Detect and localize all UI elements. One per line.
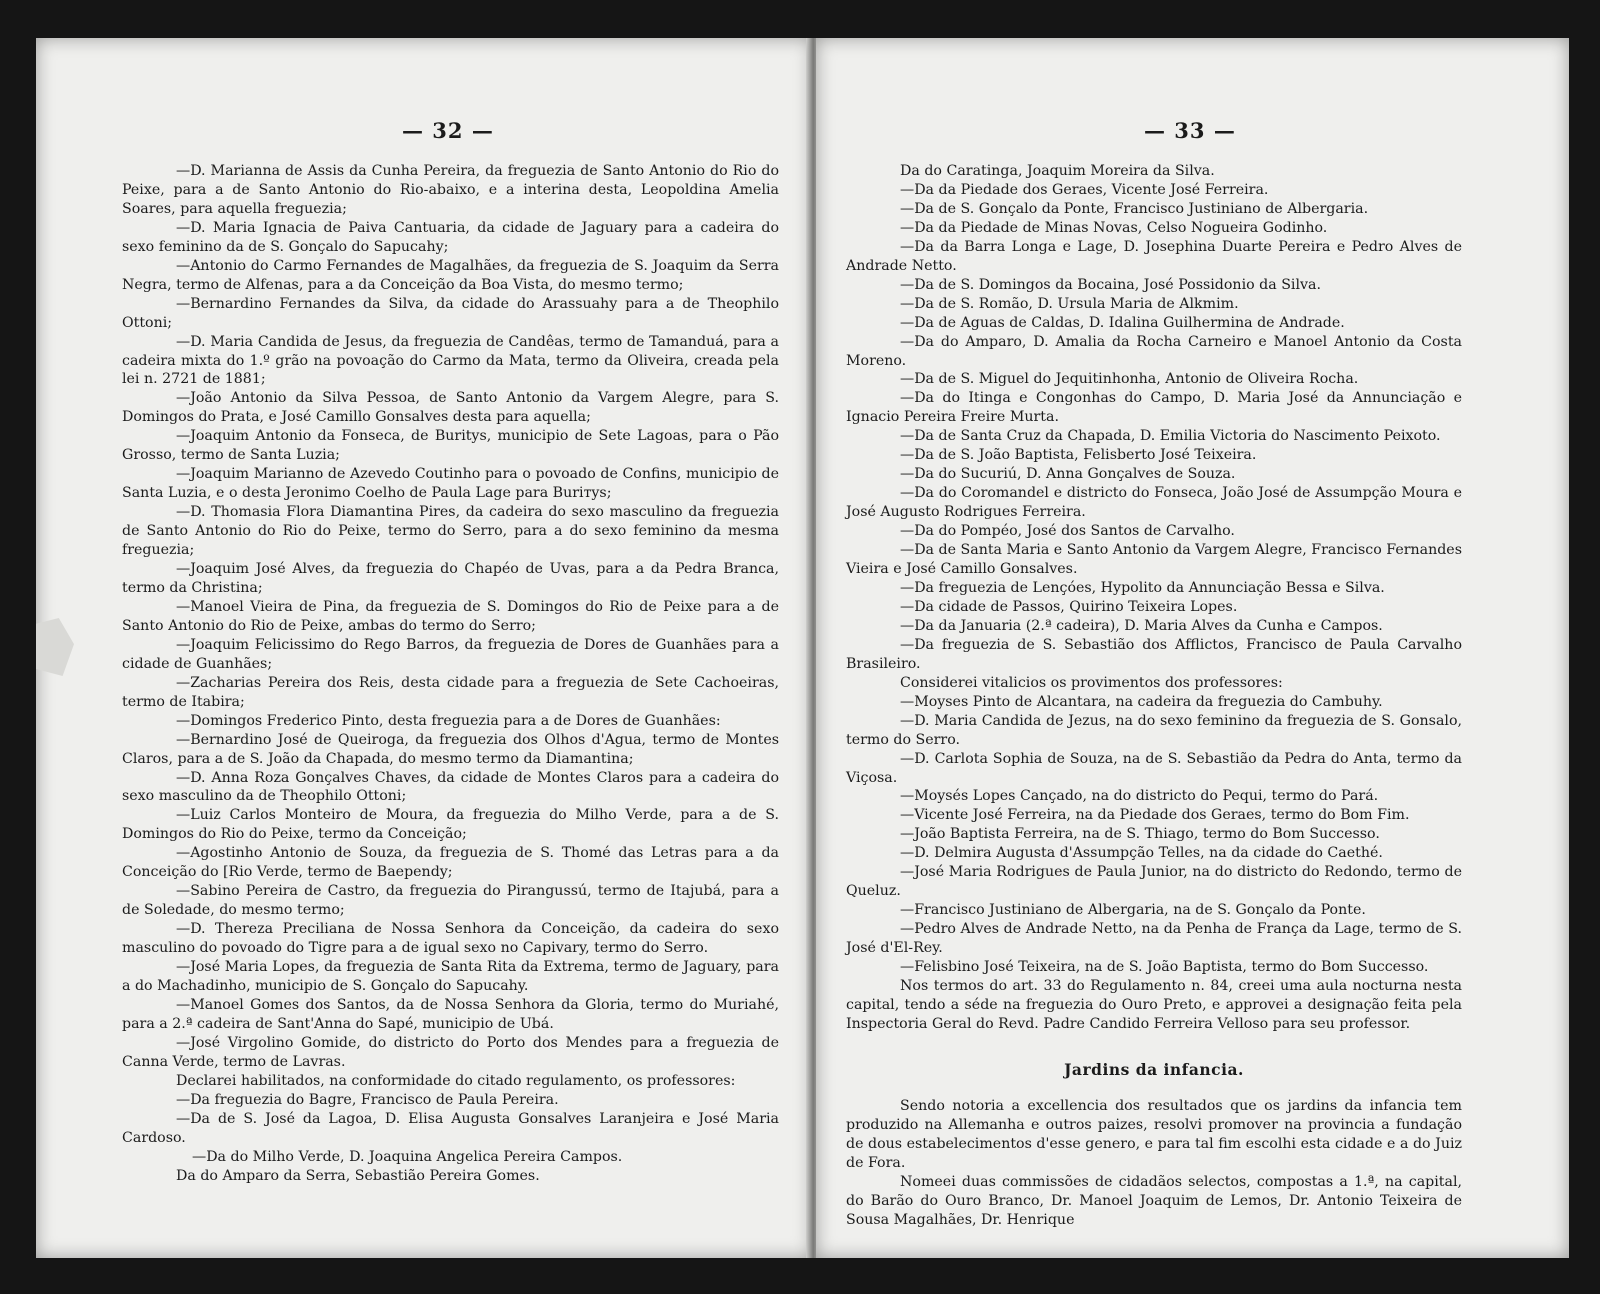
transfer-entry: —Bernardino Fernandes da Silva, da cidade do Arassuahy para a de Theophilo Ottoni;	[122, 295, 779, 331]
jardins-paragraph: Sendo notoria a excellencia dos resultados que os jardins da infancia tem produzido na Allemanha e outros paizes, resolvi promover na provincia a fundação de dous estabelecimentos d'esse genero, e para tal fim escolhi esta cidade e a do Juiz de Fora.	[846, 1097, 1462, 1171]
habilitado-entry: —Da de S. José da Lagoa, D. Elisa Augusta Gonsalves Laranjeira e José Maria Cardoso.	[122, 1110, 779, 1146]
habilitado-entry: —Da de Santa Maria e Santo Antonio da Vargem Alegre, Francisco Fernandes Vieira e José Camillo Gonsalves.	[846, 542, 1462, 578]
transfer-entry: —Luiz Carlos Monteiro de Moura, da freguezia do Milho Verde, para a de S. Domingos do Rio do Peixe, termo da Conceição;	[122, 807, 779, 843]
transfer-entry: —D. Maria Candida de Jesus, da freguezia de Candêas, termo de Tamanduá, para a cadeira mixta do 1.º grão na povoação do Carmo da Mata, termo da Oliveira, creada pela lei n. 2721 de 1881;	[122, 333, 779, 388]
transfer-entry: —Manoel Vieira de Pina, da freguezia de S. Domingos do Rio de Peixe para a de Santo Antonio do Rio de Peixe, ambas do termo do Serro;	[122, 598, 779, 634]
transfer-entry: —Bernardino José de Queiroga, da freguezia dos Olhos d'Agua, termo de Montes Claros, para a de S. João da Chapada, do mesmo termo da Diamantina;	[122, 731, 779, 767]
transfer-entry: —João Antonio da Silva Pessoa, de Santo Antonio da Vargem Alegre, para S. Domingos do Prata, e José Camillo Gonsalves desta para aquella;	[122, 390, 779, 426]
page-number-left: — 32 —	[402, 118, 494, 143]
transfer-entry: —Manoel Gomes dos Santos, da de Nossa Senhora da Gloria, termo do Muriahé, para a 2.ª cadeira de Sant'Anna do Sapé, municipio de Ubá.	[122, 996, 779, 1032]
vitalicio-entry: —Vicente José Ferreira, na da Piedade dos Geraes, termo do Bom Fim.	[900, 807, 1410, 824]
vitalicio-entry: —D. Delmira Augusta d'Assumpção Telles, na da cidade do Caethé.	[900, 845, 1383, 862]
habilitado-entry: —Da do Coromandel e districto do Fonseca, João José de Assumpção Moura e José Augusto Rodrigues Ferreira.	[846, 485, 1462, 521]
transfer-entry: —Joaquim Felicissimo do Rego Barros, da freguezia de Dores de Guanhães para a cidade de Guanhães;	[122, 636, 779, 672]
habilitado-entry: —Da cidade de Passos, Quirino Teixeira Lopes.	[900, 598, 1238, 615]
habilitado-entry: —Da da Piedade de Minas Novas, Celso Nogueira Godinho.	[900, 219, 1328, 236]
habilitado-entry: Da do Amparo da Serra, Sebastião Pereira Gomes.	[176, 1167, 540, 1184]
transfer-entry: —D. Anna Roza Gonçalves Chaves, da cidade de Montes Claros para a cadeira do sexo masculino da de Theophilo Ottoni;	[122, 769, 779, 805]
habilitado-entry: —Da da Barra Longa e Lage, D. Josephina Duarte Pereira e Pedro Alves de Andrade Netto.	[846, 238, 1462, 274]
vitalicio-entry: —José Maria Rodrigues de Paula Junior, na do districto do Redondo, termo de Queluz.	[846, 864, 1462, 900]
habilitado-entry: —Da do Pompéo, José dos Santos de Carvalho.	[900, 523, 1235, 540]
page-number-right: — 33 —	[1144, 118, 1236, 143]
vitalicio-entry: —Pedro Alves de Andrade Netto, na da Penha de França da Lage, termo de S. José d'El-Rey.	[846, 921, 1462, 957]
habilitados-intro: Declarei habilitados, na conformidade do citado regulamento, os professores:	[176, 1072, 736, 1089]
right-page	[816, 38, 1569, 1258]
transfer-entry: —Zacharias Pereira dos Reis, desta cidade para a freguezia de Sete Cachoeiras, termo de Itabira;	[122, 674, 779, 710]
transfer-entry: —Agostinho Antonio de Souza, da freguezia de S. Thomé das Letras para a da Conceição do [Rio Verde, termo de Baependy;	[122, 845, 779, 881]
habilitado-entry: Da do Caratinga, Joaquim Moreira da Silva.	[900, 163, 1215, 179]
habilitado-entry: —Da freguezia do Bagre, Francisco de Paula Pereira.	[176, 1091, 559, 1108]
transfer-entry: —D. Thereza Preciliana de Nossa Senhora da Conceição, da cadeira do sexo masculino do povoado do Tigre para a de igual sexo no Capivary, termo do Serro.	[122, 921, 779, 957]
habilitado-entry: —Da do Amparo, D. Amalia da Rocha Carneiro e Manoel Antonio da Costa Moreno.	[846, 333, 1462, 369]
vitalicio-entry: —Moysés Lopes Cançado, na do districto do Pequi, termo do Pará.	[900, 788, 1379, 805]
habilitado-entry: —Da freguezia de S. Sebastião dos Afflictos, Francisco de Paula Carvalho Brasileiro.	[846, 636, 1462, 672]
habilitado-entry: —Da do Milho Verde, D. Joaquina Angelica Pereira Campos.	[192, 1148, 623, 1165]
habilitado-entry: —Da de S. Domingos da Bocaina, José Possidonio da Silva.	[900, 276, 1321, 293]
habilitado-entry: —Da do Itinga e Congonhas do Campo, D. Maria José da Annunciação e Ignacio Pereira Freire Murta.	[846, 390, 1462, 426]
habilitado-entry: —Da de S. Romão, D. Ursula Maria de Alkmim.	[900, 295, 1239, 312]
vitalicio-entry: —D. Carlota Sophia de Souza, na de S. Sebastião da Pedra do Anta, termo da Viçosa.	[846, 750, 1462, 786]
aula-nocturna-paragraph: Nos termos do art. 33 do Regulamento n. 84, creei uma aula nocturna nesta capital, tendo a séde na freguezia do Ouro Preto, e approvei a designação feita pela Inspectoria Geral do Revd. Padre Candido Ferreira Velloso para seu professor.	[846, 977, 1462, 1032]
transfer-entry: —Joaquim José Alves, da freguezia do Chapéo de Uvas, para a da Pedra Branca, termo da Christina;	[122, 561, 779, 596]
vitalicio-entry: —Francisco Justiniano de Albergaria, na de S. Gonçalo da Ponte.	[900, 902, 1366, 919]
paper-tab	[36, 618, 74, 676]
jardins-paragraph: Nomeei duas commissões de cidadãos selectos, compostas a 1.ª, na capital, do Barão do Ouro Branco, Dr. Manoel Joaquim de Lemos, Dr. Antonio Teixeira de Sousa Magalhães, Dr. Henrique	[846, 1173, 1462, 1228]
vitalicio-entry: —Felisbino José Teixeira, na de S. João Baptista, termo do Bom Successo.	[900, 959, 1429, 976]
habilitado-entry: —Da de S. João Baptista, Felisberto José Teixeira.	[900, 447, 1257, 464]
right-page-text	[846, 162, 1462, 1229]
habilitado-entry: —Da do Sucuriú, D. Anna Gonçalves de Souza.	[900, 466, 1236, 483]
vitalicios-intro: Considerei vitalicios os provimentos dos professores:	[900, 674, 1283, 691]
transfer-entry: —D. Marianna de Assis da Cunha Pereira, da freguezia de Santo Antonio do Rio do Peixe, para a de Santo Antonio do Rio-abaixo, e a interina desta, Leopoldina Amelia Soares, para aquella freguezia;	[122, 163, 779, 217]
left-page	[36, 38, 812, 1258]
vitalicio-entry: —D. Maria Candida de Jezus, na do sexo feminino da freguezia de S. Gonsalo, termo do Serro.	[846, 712, 1462, 748]
habilitado-entry: —Da de S. Miguel do Jequitinhonha, Antonio de Oliveira Rocha.	[900, 371, 1359, 388]
habilitado-entry: —Da de S. Gonçalo da Ponte, Francisco Justiniano de Albergaria.	[900, 200, 1369, 217]
transfer-entry: —José Virgolino Gomide, do districto do Porto dos Mendes para a freguezia de Canna Verde, termo de Lavras.	[122, 1034, 779, 1070]
habilitado-entry: —Da da Piedade dos Geraes, Vicente José Ferreira.	[900, 181, 1269, 198]
transfer-entry: —Joaquim Antonio da Fonseca, de Buritys, municipio de Sete Lagoas, para o Pão Grosso, termo de Santa Luzia;	[122, 428, 779, 464]
vitalicio-entry: —João Baptista Ferreira, na de S. Thiago, termo do Bom Successo.	[900, 826, 1380, 843]
transfer-entry: —Antonio do Carmo Fernandes de Magalhães, da freguezia de S. Joaquim da Serra Negra, termo de Alfenas, para a da Conceição da Boa Vista, do mesmo termo;	[122, 257, 779, 293]
section-heading: Jardins da infancia.	[1064, 1059, 1244, 1079]
habilitado-entry: —Da freguezia de Lençóes, Hypolito da Annunciação Bessa e Silva.	[900, 579, 1385, 596]
habilitado-entry: —Da de Aguas de Caldas, D. Idalina Guilhermina de Andrade.	[900, 314, 1345, 331]
transfer-entry: —D. Thomasia Flora Diamantina Pires, da cadeira do sexo masculino da freguezia de Santo Antonio do Rio do Peixe, termo do Serro, para a do sexo feminino da mesma freguezia;	[122, 504, 779, 559]
left-page-text	[122, 162, 779, 1185]
transfer-entry: —D. Maria Ignacia de Paiva Cantuaria, da cidade de Jaguary para a cadeira do sexo feminino da de S. Gonçalo do Sapucahy;	[122, 219, 779, 255]
transfer-entry: —Sabino Pereira de Castro, da freguezia do Pirangussú, termo de Itajubá, para a de Soledade, do mesmo termo;	[122, 883, 779, 919]
habilitado-entry: —Da da Januaria (2.ª cadeira), D. Maria Alves da Cunha e Campos.	[900, 617, 1383, 634]
transfer-entry: —José Maria Lopes, da freguezia de Santa Rita da Extrema, termo de Jaguary, para a do Machadinho, municipio de S. Gonçalo do Sapucahy.	[122, 959, 779, 994]
habilitado-entry: —Da de Santa Cruz da Chapada, D. Emilia Victoria do Nascimento Peixoto.	[900, 428, 1441, 445]
transfer-entry: —Domingos Frederico Pinto, desta freguezia para a de Dores de Guanhães:	[176, 712, 721, 729]
transfer-entry: —Joaquim Marianno de Azevedo Coutinho para o povoado de Confins, municipio de Santa Luzia, e o desta Jeronimo Coelho de Paula Lage para Burітys;	[122, 466, 779, 502]
vitalicio-entry: —Moyses Pinto de Alcantara, na cadeira da freguezia do Cambuhy.	[900, 693, 1383, 710]
